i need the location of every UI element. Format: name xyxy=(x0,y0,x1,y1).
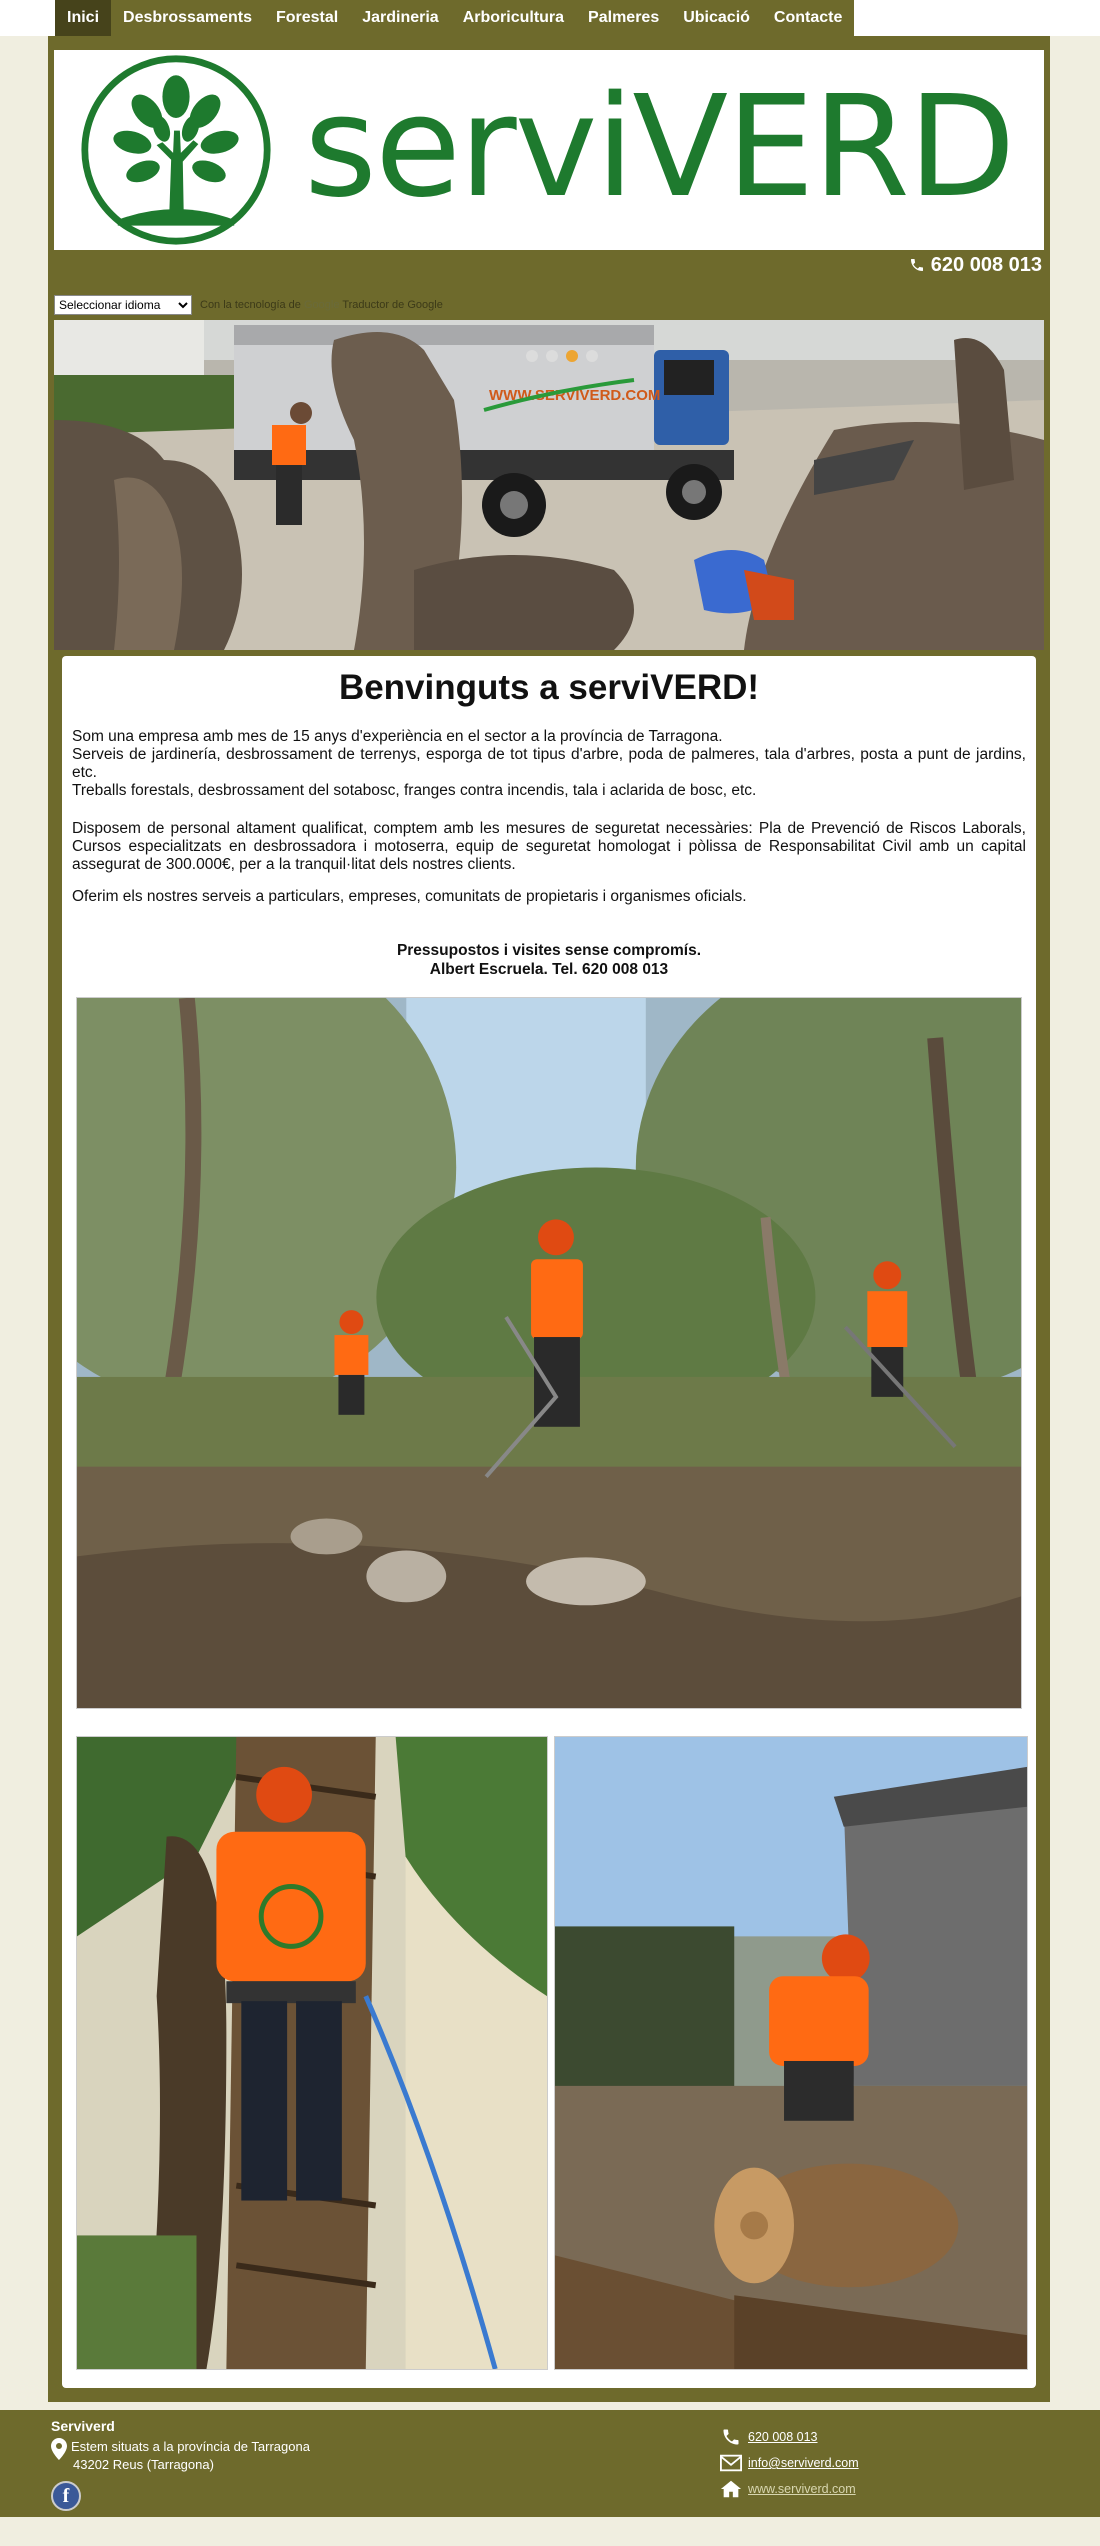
safety-paragraph: Disposem de personal altament qualificat, comptem amb les mesures de seguretat necessàries: Pla de Prevenció de Riscos Laborals, Cursos especialitzats en desbrossadora i motoserra, equip de seguretat homologat i pòlissa de Responsabilitat Civil amb un capital assegurat de 300.000€, per a la tranquil·litat dels nostres clients. xyxy=(72,820,1026,873)
language-select[interactable] xyxy=(54,295,192,315)
slider-dot[interactable] xyxy=(586,350,598,362)
slider-dots xyxy=(526,350,598,362)
clients-paragraph: Oferim els nostres serveis a particulars, empreses, comunitats de propietaris i organismes oficials. xyxy=(72,888,747,905)
tree-logo-icon xyxy=(79,53,273,247)
footer-company-name: Serviverd xyxy=(51,2418,115,2434)
hero-slider[interactable] xyxy=(54,320,1044,650)
page-wrapper xyxy=(48,36,1050,2402)
address-line-1: Estem situats a la província de Tarragona xyxy=(71,2439,310,2454)
envelope-icon xyxy=(720,2453,742,2473)
page-title: Benvinguts a serviVERD! xyxy=(338,668,760,707)
nav-item-forestal[interactable]: Forestal xyxy=(275,9,339,26)
location-pin-icon xyxy=(51,2438,67,2460)
photo-palm-pruning xyxy=(76,1736,548,2370)
header-phone-number: 620 008 013 xyxy=(930,254,1042,276)
footer-address xyxy=(51,2438,310,2474)
palm-pruning-image xyxy=(77,1737,547,2369)
main-nav xyxy=(55,0,854,36)
site-footer xyxy=(0,2410,1100,2517)
intro-line-3: Treballs forestals, desbrossament del sotabosc, franges contra incendis, tala i aclarida de bosc, etc. xyxy=(72,782,757,799)
brand-wordmark: serviVERD xyxy=(304,66,1014,229)
slider-dot[interactable] xyxy=(546,350,558,362)
forest-workers-image xyxy=(77,998,1021,1708)
nav-item-inici[interactable]: Inici xyxy=(55,0,111,36)
cta-line-2: Albert Escruela. Tel. 620 008 013 xyxy=(429,961,669,978)
nav-item-palmeres[interactable]: Palmeres xyxy=(588,9,660,26)
footer-phone-link[interactable]: 620 008 013 xyxy=(748,2430,818,2444)
log-cutting-image xyxy=(555,1737,1027,2369)
footer-phone-row xyxy=(720,2424,859,2450)
translate-service-link[interactable]: Traductor de Google xyxy=(342,299,443,311)
header-phone[interactable] xyxy=(909,250,1042,280)
footer-web-row xyxy=(720,2476,859,2502)
slider-photo xyxy=(54,320,1044,650)
google-label: Google xyxy=(303,299,340,311)
main-content xyxy=(62,656,1036,2388)
translate-powered-label: Con la tecnología de xyxy=(200,299,301,311)
slider-dot-active[interactable] xyxy=(566,350,578,362)
slider-dot[interactable] xyxy=(526,350,538,362)
intro-line-2: Serveis de jardinería, desbrossament de terrenys, esporga de tot tipus d'arbre, poda de palmeres, tala d'arbres, posta a punt de jardins, etc. xyxy=(72,746,1026,781)
google-translate xyxy=(54,294,443,316)
footer-web-link[interactable]: www.serviverd.com xyxy=(748,2482,856,2496)
photo-forest-workers xyxy=(76,997,1022,1709)
translate-credit xyxy=(200,299,443,311)
phone-icon xyxy=(909,257,925,273)
nav-item-jardineria[interactable]: Jardineria xyxy=(362,9,439,26)
home-icon xyxy=(720,2479,742,2499)
nav-item-contacte[interactable]: Contacte xyxy=(773,9,843,26)
footer-email-link[interactable]: info@serviverd.com xyxy=(748,2456,859,2470)
logo-banner[interactable] xyxy=(54,50,1044,250)
intro-line-1: Som una empresa amb mes de 15 anys d'experiència en el sector a la província de Tarragona. xyxy=(72,728,723,745)
cta-line-1: Pressupostos i visites sense compromís. xyxy=(396,942,702,959)
truck-lettering: WWW.SERVIVERD.COM xyxy=(489,387,661,404)
top-bar xyxy=(0,0,1100,36)
footer-email-row xyxy=(720,2450,859,2476)
nav-item-ubicacio[interactable]: Ubicació xyxy=(683,9,750,26)
nav-item-arboricultura[interactable]: Arboricultura xyxy=(462,9,565,26)
intro-paragraph xyxy=(72,728,1026,800)
photo-log-cutting xyxy=(554,1736,1028,2370)
bottom-strip xyxy=(0,2517,1100,2546)
phone-icon xyxy=(720,2427,742,2447)
footer-contact xyxy=(720,2424,859,2502)
address-line-2: 43202 Reus (Tarragona) xyxy=(73,2457,214,2472)
nav-item-desbrossaments[interactable]: Desbrossaments xyxy=(123,9,252,26)
facebook-icon[interactable]: f xyxy=(51,2481,81,2511)
